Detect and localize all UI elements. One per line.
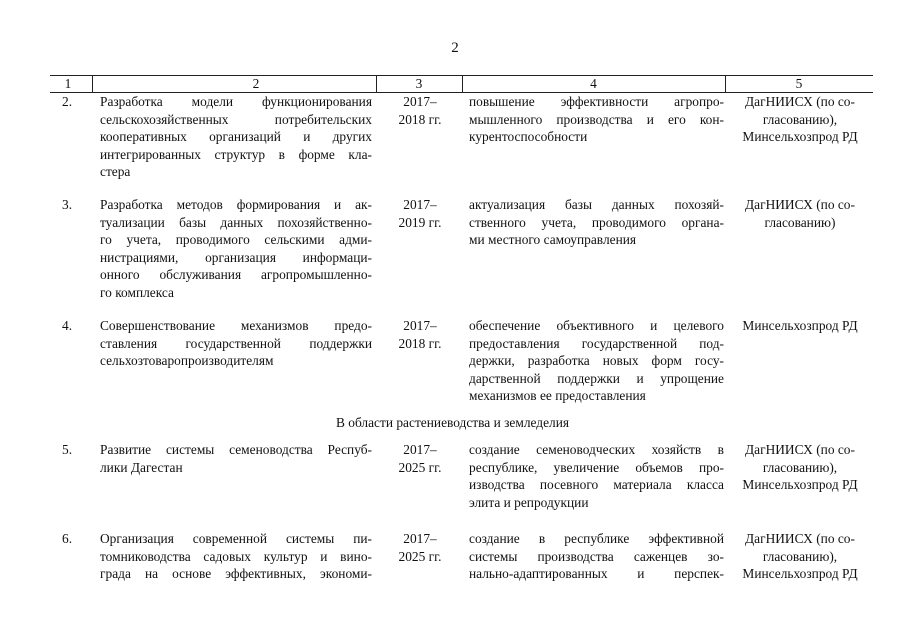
executor-line: Минсельхозпрод РД	[742, 566, 858, 581]
executor-line: гласованию),	[762, 459, 838, 475]
row-number: 2.	[62, 94, 73, 109]
row-number: 4.	[62, 318, 73, 333]
deadline-line: 2025 гг.	[398, 548, 442, 564]
deadline-line: 2017–	[403, 318, 437, 333]
result-line: республике, увеличение объемов про-	[469, 459, 724, 475]
activity-name	[100, 196, 372, 301]
activity-line: Разработка методов формирования и ак-	[100, 197, 372, 212]
result-line: ми местного самоуправления	[469, 232, 637, 247]
header-col-4: 4	[590, 76, 597, 91]
header-col-3: 3	[415, 76, 423, 91]
deadline	[386, 530, 454, 565]
header-col-1: 1	[64, 76, 72, 91]
executor	[730, 196, 870, 231]
activity-line: стера	[100, 164, 131, 179]
deadline	[386, 441, 454, 476]
activity-line: Совершенствование механизмов предо-	[100, 318, 372, 333]
activity-name	[100, 530, 372, 583]
activity-line: ставления государственной поддержки	[100, 335, 372, 351]
executor-line: Минсельхозпрод РД	[742, 477, 858, 492]
executor-line: гласованию)	[764, 214, 836, 230]
row-number: 3.	[62, 197, 73, 212]
activity-line: онного обслуживания агропромышленно-	[100, 267, 372, 282]
executor-line: Минсельхозпрод РД	[742, 129, 858, 144]
deadline-line: 2017–	[403, 531, 437, 546]
deadline	[386, 196, 454, 231]
executor-line: гласованию),	[762, 548, 838, 564]
activity-line: кооперативных организаций и других	[100, 129, 372, 144]
deadline-line: 2018 гг.	[398, 111, 442, 127]
deadline-line: 2017–	[403, 442, 437, 457]
executor-line: ДагНИИСХ (по со-	[745, 197, 855, 212]
executor	[730, 530, 870, 583]
activity-name	[100, 93, 372, 181]
header-col-2: 2	[252, 76, 260, 91]
result-line: изводства посевного материала класса	[469, 477, 724, 492]
row-number: 5.	[62, 442, 73, 457]
executor-line: Минсельхозпрод РД	[742, 318, 858, 333]
table-header	[50, 75, 873, 93]
result-line: предоставления государственной под-	[469, 335, 724, 351]
activity-line: томниководства садовых культур и вино-	[100, 548, 372, 564]
activity-line: лики Дагестан	[100, 459, 183, 475]
executor	[730, 93, 870, 146]
deadline-line: 2017–	[403, 197, 437, 212]
page-number: 2	[451, 40, 459, 56]
deadline-line: 2017–	[403, 94, 437, 109]
expected-result	[469, 196, 724, 249]
result-line: создание в республике эффективной	[469, 531, 724, 546]
activity-line: интегрированных структур в форме кла-	[100, 146, 372, 162]
result-line: держки, разработка новых форм госу-	[469, 353, 724, 368]
activity-line: нистрациями, организация информаци-	[100, 249, 372, 265]
result-line: ственного учета, проводимого органа-	[469, 214, 724, 230]
result-line: дарственной поддержки и упрощение	[469, 370, 724, 386]
activity-line: сельхозтоваропроизводителям	[100, 353, 274, 368]
expected-result	[469, 441, 724, 511]
activity-line: го комплекса	[100, 284, 174, 300]
executor-line: гласованию),	[762, 111, 838, 127]
deadline	[386, 93, 454, 128]
result-line: механизмов ее предоставления	[469, 388, 646, 403]
executor	[730, 317, 870, 335]
executor-line: ДагНИИСХ (по со-	[745, 531, 855, 546]
activity-line: туализации базы данных похозяйственно-	[100, 214, 372, 230]
activity-line: Организация современной системы пи-	[100, 531, 372, 546]
expected-result	[469, 530, 724, 583]
result-line: повышение эффективности агропро-	[469, 94, 724, 109]
result-line: создание семеноводческих хозяйств в	[469, 442, 724, 457]
activity-name	[100, 441, 372, 476]
deadline-line: 2025 гг.	[398, 459, 442, 475]
section-title: В области растениеводства и земледелия	[335, 415, 570, 430]
expected-result	[469, 317, 724, 405]
result-line: элита и репродукции	[469, 494, 589, 510]
activity-name	[100, 317, 372, 370]
activity-line: Развитие системы семеноводства Респуб-	[100, 442, 372, 457]
executor-line: ДагНИИСХ (по со-	[745, 442, 855, 457]
deadline-line: 2019 гг.	[398, 214, 442, 230]
executor	[730, 441, 870, 494]
result-line: нально-адаптированных и перспек-	[469, 566, 724, 581]
header-col-5: 5	[795, 76, 803, 91]
deadline	[386, 317, 454, 352]
activity-line: Разработка модели функционирования	[100, 94, 372, 109]
expected-result	[469, 93, 724, 146]
result-line: актуализация базы данных похозяй-	[469, 197, 724, 212]
row-number: 6.	[62, 531, 73, 546]
result-line: обеспечение объективного и целевого	[469, 318, 724, 333]
result-line: курентоспособности	[469, 129, 588, 144]
result-line: системы производства саженцев зо-	[469, 548, 724, 564]
deadline-line: 2018 гг.	[398, 335, 442, 351]
result-line: мышленного производства и его кон-	[469, 111, 724, 127]
activity-line: сельскохозяйственных потребительских	[100, 111, 372, 127]
activity-line: го учета, проводимого сельскими адми-	[100, 232, 372, 247]
activity-line: града на основе эффективных, экономи-	[100, 566, 372, 581]
executor-line: ДагНИИСХ (по со-	[745, 94, 855, 109]
